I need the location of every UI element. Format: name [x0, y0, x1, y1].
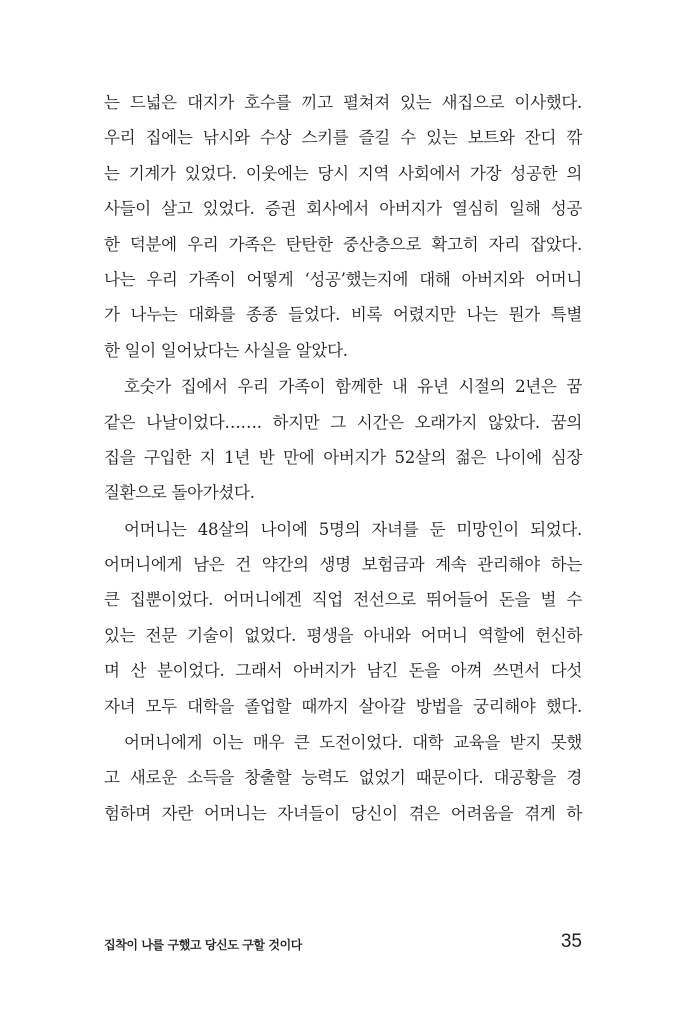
text-line: 며 산 분이었다. 그래서 아버지가 남긴 돈을 아껴 쓰면서 다섯 [104, 661, 582, 681]
page-number: 35 [560, 931, 582, 952]
text-line: 호숫가 집에서 우리 가족이 함께한 내 유년 시절의 2년은 꿈 [124, 377, 582, 397]
text-line: 고 새로운 소득을 창출할 능력도 없었기 때문이다. 대공황을 경 [104, 768, 582, 788]
text-line: 사들이 살고 있었다. 증권 회사에서 아버지가 열심히 일해 성공 [104, 199, 582, 219]
text-line: 있는 전문 기술이 없었다. 평생을 아내와 어머니 역할에 헌신하 [104, 625, 582, 645]
text-line: 한 덕분에 우리 가족은 탄탄한 중산층으로 확고히 자리 잡았다. [104, 234, 582, 254]
text-line: 는 기계가 있었다. 이웃에는 당시 지역 사회에서 가장 성공한 의 [104, 163, 582, 183]
text-line: 우리 집에는 낚시와 수상 스키를 즐길 수 있는 보트와 잔디 깎 [104, 128, 582, 148]
text-line: 어머니에게 남은 건 약간의 생명 보험금과 계속 관리해야 하는 [104, 555, 582, 575]
running-footer-title: 집착이 나를 구했고 당신도 구할 것이다 [104, 938, 302, 952]
text-line: 가 나누는 대화를 종종 들었다. 비록 어렸지만 나는 뭔가 특별 [104, 305, 582, 325]
text-line: 질환으로 돌아가셨다. [104, 483, 255, 503]
text-line: 큰 집뿐이었다. 어머니에겐 직업 전선으로 뛰어들어 돈을 벌 수 [104, 590, 582, 610]
body-text [104, 85, 582, 832]
text-line: 어머니는 48살의 나이에 5명의 자녀를 둔 미망인이 되었다. [124, 519, 582, 539]
paragraph [104, 85, 582, 368]
text-line: 험하며 자란 어머니는 자녀들이 당신이 겪은 어려움을 겪게 하 [104, 803, 582, 823]
text-line: 는 드넓은 대지가 호수를 끼고 펼쳐져 있는 새집으로 이사했다. [104, 93, 582, 112]
text-line: 같은 나날이었다……. 하지만 그 시간은 오래가지 않았다. 꿈의 [104, 412, 582, 432]
paragraph [104, 369, 582, 511]
paragraph [104, 512, 582, 724]
text-line: 나는 우리 가족이 어떻게 ‘성공’했는지에 대해 아버지와 어머니 [104, 269, 582, 289]
text-line: 한 일이 일어났다는 사실을 알았다. [104, 340, 348, 360]
text-line: 집을 구입한 지 1년 반 만에 아버지가 52살의 젊은 나이에 심장 [104, 447, 582, 467]
text-line: 자녀 모두 대학을 졸업할 때까지 살아갈 방법을 궁리해야 했다. [104, 696, 582, 716]
paragraph [104, 725, 582, 831]
text-line: 어머니에게 이는 매우 큰 도전이었다. 대학 교육을 받지 못했 [124, 733, 582, 753]
